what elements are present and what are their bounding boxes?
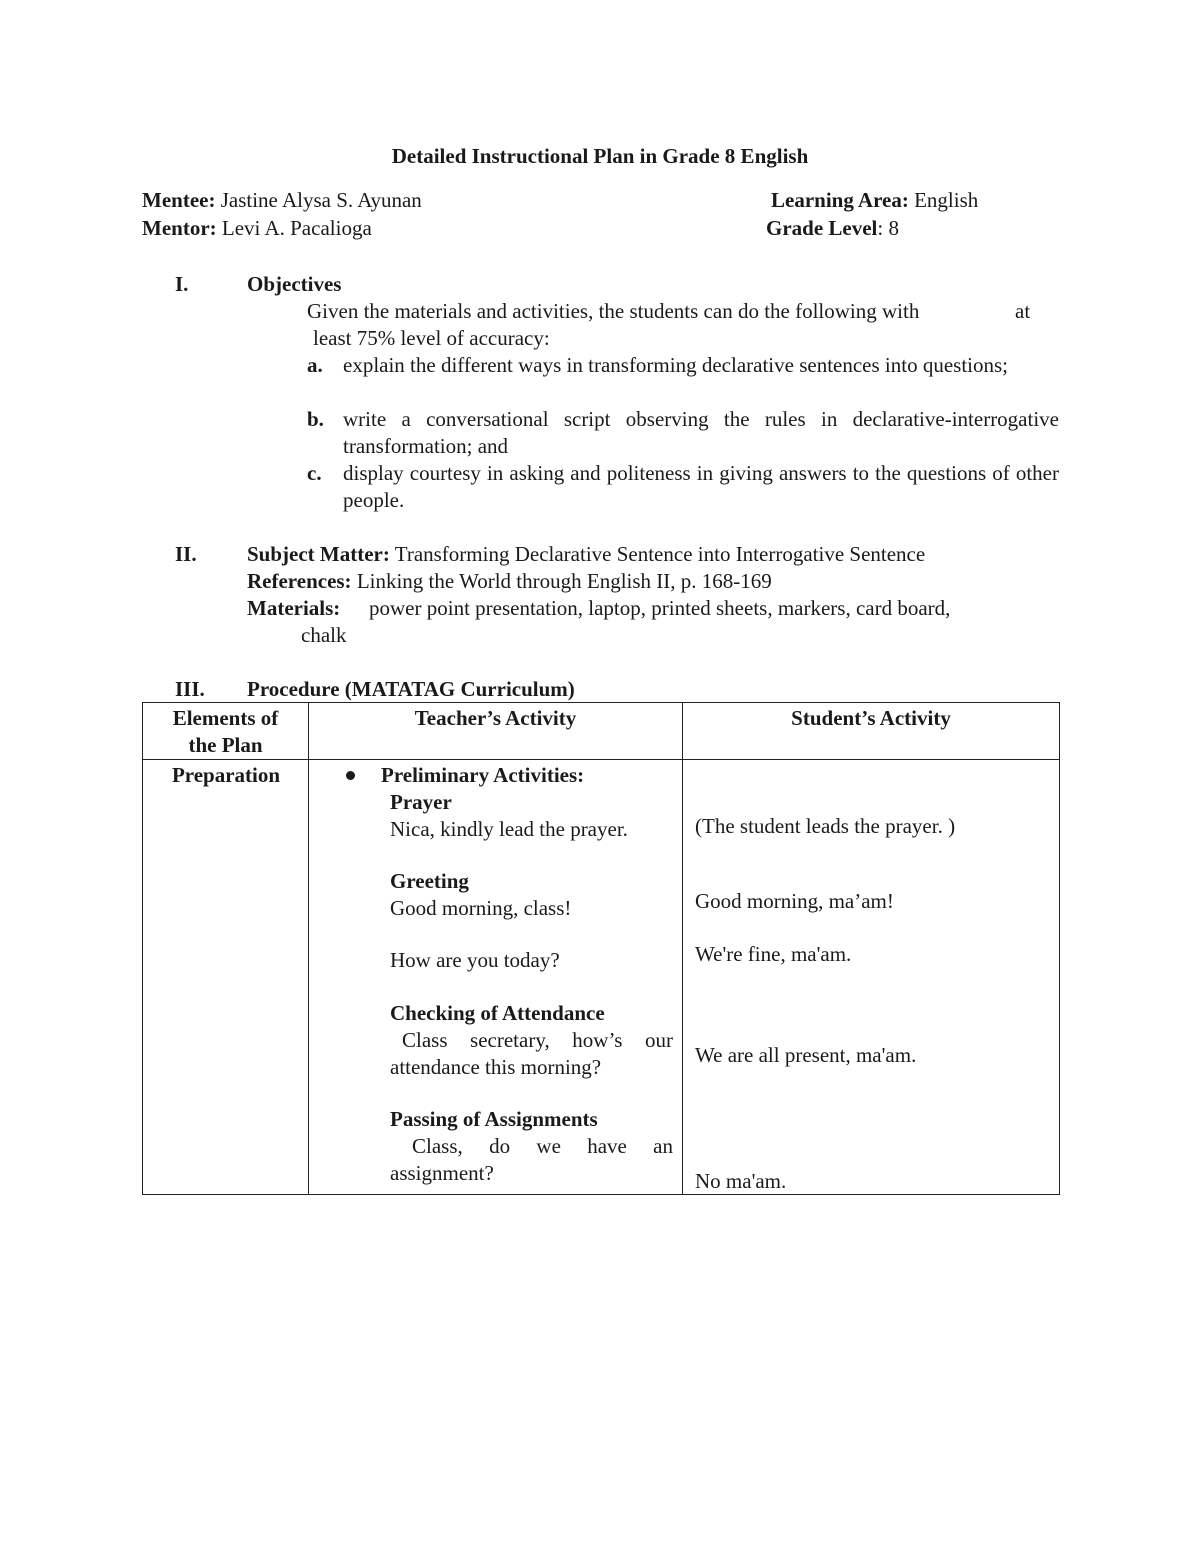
attendance-heading: Checking of Attendance (390, 1001, 605, 1025)
bullet-icon (346, 771, 355, 780)
learning-area-label: Learning Area: (771, 188, 909, 212)
prayer-student-text: (The student leads the prayer. ) (695, 814, 956, 838)
procedure-heading: Procedure (MATATAG Curriculum) (247, 677, 575, 701)
objective-text-c: display courtesy in asking and politeness in giving answers to the questions of other people. (343, 461, 1059, 512)
grade-level-label: Grade Level (766, 216, 878, 240)
mentor-line (142, 215, 372, 242)
assignments-heading: Passing of Assignments (390, 1107, 598, 1131)
column-header-elements: Elements of the Plan (143, 703, 309, 760)
subject-line (247, 541, 925, 568)
references-value: Linking the World through English II, p. 168-169 (351, 569, 772, 593)
attendance-teacher-text: Class secretary, how’s our attendance this morning? (390, 1028, 673, 1079)
objectives-numeral: I. (175, 272, 189, 296)
subject-label: Subject Matter: (247, 542, 390, 566)
teacher-activity-cell (309, 760, 683, 1195)
document-title: Detailed Instructional Plan in Grade 8 English (391, 144, 809, 168)
subject-value: Transforming Declarative Sentence into Interrogative Sentence (389, 542, 926, 566)
mentor-label: Mentor: (142, 216, 217, 240)
grade-level-value: : 8 (877, 216, 899, 240)
prayer-heading: Prayer (390, 790, 452, 814)
table-header-row (143, 703, 1060, 760)
references-label: References: (247, 569, 352, 593)
objective-letter-c: c. (307, 461, 322, 485)
preliminary-heading: Preliminary Activities: (381, 763, 585, 787)
subject-numeral: II. (175, 542, 197, 566)
howare-teacher-text: How are you today? (390, 948, 560, 972)
column-header-student: Student’s Activity (683, 703, 1060, 760)
assignments-student-text: No ma'am. (695, 1169, 787, 1193)
greeting-student-text: Good morning, ma’am! (695, 889, 894, 913)
howare-student-text: We're fine, ma'am. (695, 942, 852, 966)
objective-text-a: explain the different ways in transforming declarative sentences into questions; (343, 353, 1008, 377)
objective-letter-a: a. (307, 353, 323, 377)
assignments-teacher-text: Class, do we have an assignment? (390, 1134, 673, 1185)
references-line (247, 568, 772, 595)
element-cell (143, 760, 309, 1195)
column-header-teacher: Teacher’s Activity (309, 703, 683, 760)
greeting-teacher-text: Good morning, class! (390, 896, 572, 920)
learning-area-line (771, 187, 978, 214)
mentee-value: Jastine Alysa S. Ayunan (215, 188, 422, 212)
element-preparation: Preparation (171, 763, 281, 787)
objectives-heading: Objectives (247, 272, 342, 296)
procedure-table (142, 702, 1060, 1195)
prayer-teacher-text: Nica, kindly lead the prayer. (390, 817, 628, 841)
objectives-intro-line2: least 75% level of accuracy: (313, 326, 550, 350)
table-row (143, 760, 1060, 1195)
objective-letter-b: b. (307, 407, 324, 431)
materials-value: power point presentation, laptop, printed sheets, markers, card board, (369, 596, 951, 620)
attendance-student-text: We are all present, ma'am. (695, 1043, 917, 1067)
grade-level-line (766, 215, 899, 242)
procedure-numeral: III. (175, 677, 205, 701)
materials-value-cont: chalk (301, 623, 347, 647)
mentee-line (142, 187, 422, 214)
objective-text-b: write a conversational script observing the rules in declarative-interrogative transformation; and (343, 407, 1059, 458)
learning-area-value: English (908, 188, 979, 212)
objectives-intro-line1: Given the materials and activities, the students can do the following with (307, 299, 920, 323)
objectives-intro-line1-end: at (1015, 299, 1031, 323)
mentee-label: Mentee: (142, 188, 216, 212)
student-activity-cell (683, 760, 1060, 1195)
greeting-heading: Greeting (390, 869, 469, 893)
mentor-value: Levi A. Pacalioga (216, 216, 372, 240)
materials-label: Materials: (247, 596, 341, 620)
